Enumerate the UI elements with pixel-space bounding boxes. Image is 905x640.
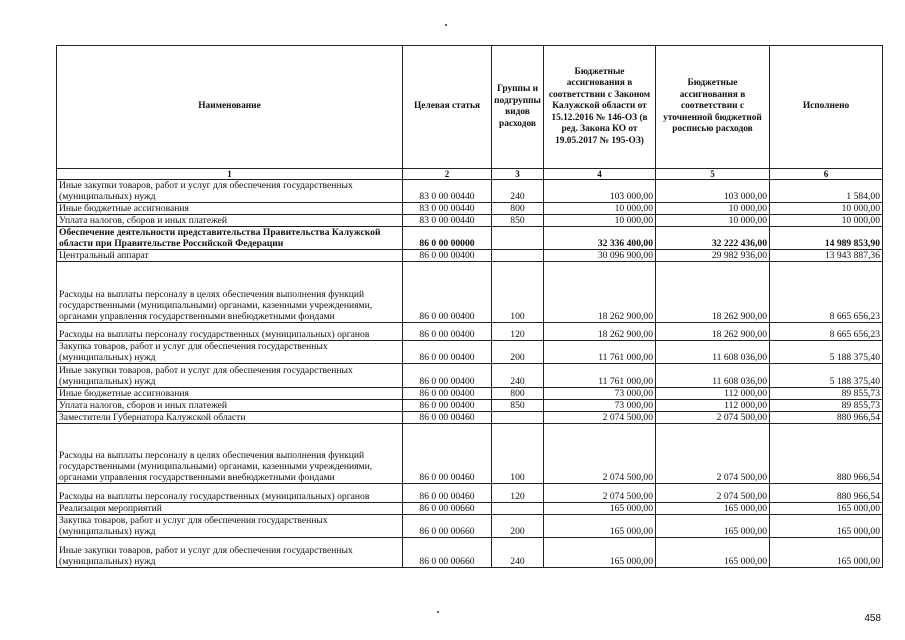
row-executed: 165 000,00 — [770, 515, 883, 538]
row-executed: 89 855,73 — [770, 388, 883, 400]
row-executed: 13 943 887,36 — [770, 250, 883, 262]
table-row — [57, 503, 883, 515]
row-expense-group: 240 — [492, 180, 544, 203]
table-row — [57, 250, 883, 262]
row-executed: 1 584,00 — [770, 180, 883, 203]
table-row — [57, 341, 883, 364]
row-executed: 5 188 375,40 — [770, 341, 883, 364]
table-row — [57, 538, 883, 568]
column-number: 3 — [492, 169, 544, 180]
table-row — [57, 484, 883, 503]
row-expense-group — [492, 503, 544, 515]
row-refined-allocation: 10 000,00 — [656, 203, 770, 215]
row-law-allocation: 11 761 000,00 — [544, 341, 656, 364]
row-target-article: 86 0 00 00460 — [403, 484, 492, 503]
row-target-article: 83 0 00 00440 — [403, 203, 492, 215]
row-name: Уплата налогов, сборов и иных платежей — [57, 215, 403, 227]
column-number: 4 — [544, 169, 656, 180]
row-target-article: 83 0 00 00440 — [403, 215, 492, 227]
row-expense-group: 200 — [492, 515, 544, 538]
row-name: Расходы на выплаты персоналу в целях обеспечения выполнения функций государственными (муниципальными) органами, казенными учреждениями, органами управления государственными внебюджетными фондами — [57, 262, 403, 323]
row-law-allocation: 165 000,00 — [544, 515, 656, 538]
row-refined-allocation: 112 000,00 — [656, 400, 770, 412]
table-row — [57, 262, 883, 323]
row-law-allocation: 32 336 400,00 — [544, 227, 656, 250]
row-executed: 880 966,54 — [770, 484, 883, 503]
header-name: Наименование — [57, 46, 403, 169]
row-executed: 165 000,00 — [770, 538, 883, 568]
row-expense-group: 800 — [492, 203, 544, 215]
table-row — [57, 323, 883, 341]
table-row — [57, 203, 883, 215]
row-executed: 10 000,00 — [770, 203, 883, 215]
row-name: Уплата налогов, сборов и иных платежей — [57, 400, 403, 412]
row-law-allocation: 10 000,00 — [544, 215, 656, 227]
row-refined-allocation: 29 982 936,00 — [656, 250, 770, 262]
row-expense-group — [492, 227, 544, 250]
row-target-article: 86 0 00 00660 — [403, 515, 492, 538]
row-name: Центральный аппарат — [57, 250, 403, 262]
row-refined-allocation: 32 222 436,00 — [656, 227, 770, 250]
table-row — [57, 400, 883, 412]
row-expense-group: 240 — [492, 364, 544, 388]
row-name: Расходы на выплаты персоналу в целях обеспечения выполнения функций государственными (муниципальными) органами, казенными учреждениями, органами управления государственными внебюджетными фондами — [57, 424, 403, 484]
row-law-allocation: 10 000,00 — [544, 203, 656, 215]
row-expense-group: 240 — [492, 538, 544, 568]
row-name: Расходы на выплаты персоналу государственных (муниципальных) органов — [57, 484, 403, 503]
row-law-allocation: 2 074 500,00 — [544, 484, 656, 503]
row-name: Закупка товаров, работ и услуг для обеспечения государственных (муниципальных) нужд — [57, 341, 403, 364]
row-refined-allocation: 165 000,00 — [656, 515, 770, 538]
scan-speck — [445, 24, 447, 26]
row-expense-group: 800 — [492, 388, 544, 400]
row-target-article: 86 0 00 00000 — [403, 227, 492, 250]
row-executed: 880 966,54 — [770, 424, 883, 484]
column-number: 6 — [770, 169, 883, 180]
row-executed: 5 188 375,40 — [770, 364, 883, 388]
budget-table — [56, 45, 883, 568]
row-law-allocation: 2 074 500,00 — [544, 424, 656, 484]
row-target-article: 86 0 00 00400 — [403, 364, 492, 388]
row-target-article: 86 0 00 00660 — [403, 538, 492, 568]
row-law-allocation: 165 000,00 — [544, 538, 656, 568]
row-target-article: 86 0 00 00460 — [403, 412, 492, 424]
header-target-article: Целевая статья — [403, 46, 492, 169]
row-refined-allocation: 10 000,00 — [656, 215, 770, 227]
row-name: Иные закупки товаров, работ и услуг для обеспечения государственных (муниципальных) нужд — [57, 538, 403, 568]
row-executed: 89 855,73 — [770, 400, 883, 412]
row-name: Иные бюджетные ассигнования — [57, 388, 403, 400]
row-target-article: 86 0 00 00400 — [403, 323, 492, 341]
row-law-allocation: 18 262 900,00 — [544, 262, 656, 323]
row-refined-allocation: 11 608 036,00 — [656, 341, 770, 364]
column-number: 2 — [403, 169, 492, 180]
column-number: 5 — [656, 169, 770, 180]
row-refined-allocation: 2 074 500,00 — [656, 424, 770, 484]
row-expense-group — [492, 412, 544, 424]
row-executed: 880 966,54 — [770, 412, 883, 424]
row-refined-allocation: 103 000,00 — [656, 180, 770, 203]
row-expense-group: 100 — [492, 424, 544, 484]
row-law-allocation: 103 000,00 — [544, 180, 656, 203]
row-target-article: 86 0 00 00400 — [403, 341, 492, 364]
page-number: 458 — [864, 613, 881, 624]
row-name: Обеспечение деятельности представительства Правительства Калужской области при Правительстве Российской Федерации — [57, 227, 403, 250]
row-refined-allocation: 165 000,00 — [656, 538, 770, 568]
row-law-allocation: 11 761 000,00 — [544, 364, 656, 388]
row-executed: 8 665 656,23 — [770, 262, 883, 323]
row-executed: 165 000,00 — [770, 503, 883, 515]
row-name: Расходы на выплаты персоналу государственных (муниципальных) органов — [57, 323, 403, 341]
header-executed: Исполнено — [770, 46, 883, 169]
column-number-row — [57, 169, 883, 180]
row-expense-group: 120 — [492, 323, 544, 341]
table-row — [57, 412, 883, 424]
row-refined-allocation: 2 074 500,00 — [656, 484, 770, 503]
row-refined-allocation: 11 608 036,00 — [656, 364, 770, 388]
header-refined-allocation: Бюджетные ассигнования в соответствии с уточненной бюджетной росписью расходов — [656, 46, 770, 169]
header-law-allocation: Бюджетные ассигнования в соответствии с Законом Калужской области от 15.12.2016 № 146-ОЗ (в ред. Закона КО от 19.05.2017 № 195-ОЗ) — [544, 46, 656, 169]
row-law-allocation: 73 000,00 — [544, 388, 656, 400]
column-number: 1 — [57, 169, 403, 180]
row-expense-group — [492, 250, 544, 262]
header-expense-group: Группы и подгруппы видов расходов — [492, 46, 544, 169]
table-row — [57, 388, 883, 400]
row-name: Закупка товаров, работ и услуг для обеспечения государственных (муниципальных) нужд — [57, 515, 403, 538]
table-row — [57, 424, 883, 484]
row-law-allocation: 2 074 500,00 — [544, 412, 656, 424]
row-target-article: 86 0 00 00400 — [403, 388, 492, 400]
row-law-allocation: 73 000,00 — [544, 400, 656, 412]
row-expense-group: 120 — [492, 484, 544, 503]
row-target-article: 83 0 00 00440 — [403, 180, 492, 203]
row-law-allocation: 165 000,00 — [544, 503, 656, 515]
header-row — [57, 46, 883, 169]
row-law-allocation: 18 262 900,00 — [544, 323, 656, 341]
table-row — [57, 364, 883, 388]
row-name: Иные бюджетные ассигнования — [57, 203, 403, 215]
scan-speck — [437, 611, 439, 613]
row-expense-group: 850 — [492, 215, 544, 227]
row-target-article: 86 0 00 00660 — [403, 503, 492, 515]
row-refined-allocation: 112 000,00 — [656, 388, 770, 400]
table-row — [57, 227, 883, 250]
row-refined-allocation: 2 074 500,00 — [656, 412, 770, 424]
row-expense-group: 100 — [492, 262, 544, 323]
row-name: Заместители Губернатора Калужской области — [57, 412, 403, 424]
table-row — [57, 215, 883, 227]
row-executed: 8 665 656,23 — [770, 323, 883, 341]
row-law-allocation: 30 096 900,00 — [544, 250, 656, 262]
table-row — [57, 180, 883, 203]
row-executed: 10 000,00 — [770, 215, 883, 227]
row-executed: 14 989 853,90 — [770, 227, 883, 250]
row-target-article: 86 0 00 00460 — [403, 424, 492, 484]
row-name: Иные закупки товаров, работ и услуг для обеспечения государственных (муниципальных) нужд — [57, 364, 403, 388]
row-expense-group: 850 — [492, 400, 544, 412]
row-refined-allocation: 18 262 900,00 — [656, 262, 770, 323]
row-name: Реализация мероприятий — [57, 503, 403, 515]
row-target-article: 86 0 00 00400 — [403, 400, 492, 412]
row-target-article: 86 0 00 00400 — [403, 250, 492, 262]
row-refined-allocation: 18 262 900,00 — [656, 323, 770, 341]
table-row — [57, 515, 883, 538]
table-body — [57, 180, 883, 568]
row-target-article: 86 0 00 00400 — [403, 262, 492, 323]
row-name: Иные закупки товаров, работ и услуг для обеспечения государственных (муниципальных) нужд — [57, 180, 403, 203]
row-expense-group: 200 — [492, 341, 544, 364]
row-refined-allocation: 165 000,00 — [656, 503, 770, 515]
